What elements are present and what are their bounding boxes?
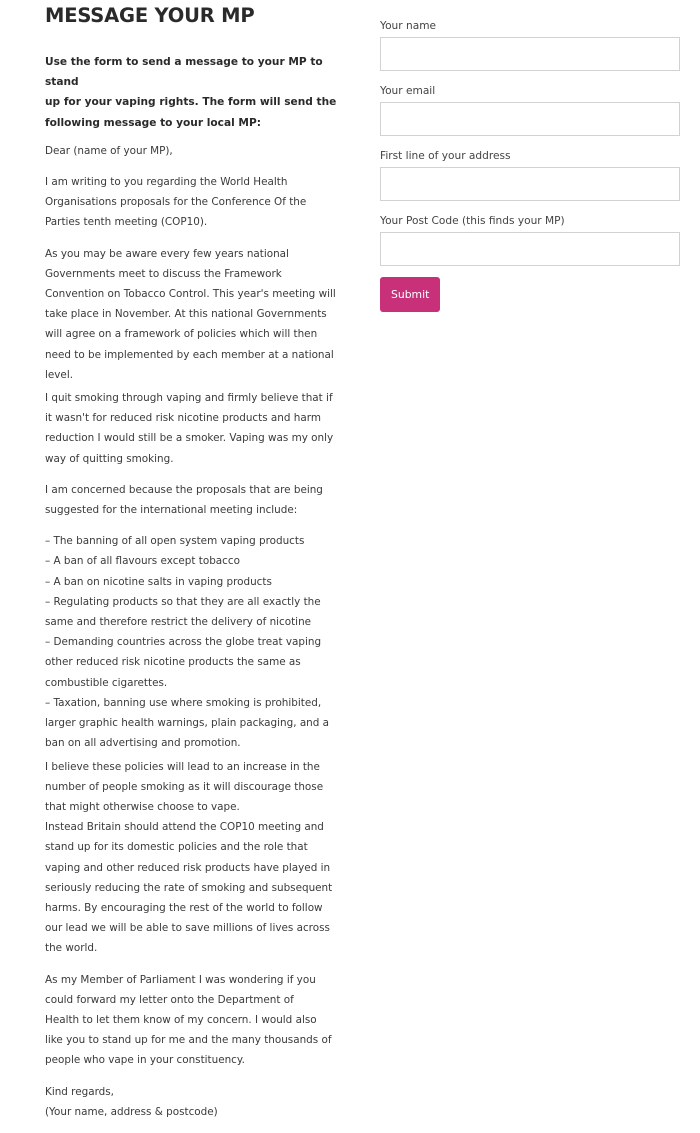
text-line: Kind regards,	[45, 1085, 114, 1098]
text-line: way of quitting smoking.	[45, 452, 174, 465]
name-input[interactable]	[380, 37, 680, 71]
text-line: Use the form to send a message to your MP to stand	[45, 56, 323, 89]
message-content	[45, 4, 350, 1133]
text-line: other reduced risk nicotine products the same as	[45, 656, 301, 669]
address-input[interactable]	[380, 167, 680, 201]
text-line: it wasn't for reduced risk nicotine products and harm	[45, 412, 321, 425]
text-line: – Demanding countries across the globe treat vaping	[45, 636, 322, 649]
text-line: – Taxation, banning use where smoking is prohibited,	[45, 696, 322, 709]
text-line: our lead we will be able to save millions of lives across	[45, 922, 330, 935]
letter-paragraph-5	[45, 757, 350, 959]
text-line: reduction I would still be a smoker. Vaping was my only	[45, 432, 334, 445]
letter-salutation	[45, 141, 350, 161]
text-line: will agree on a framework of policies which will then	[45, 328, 318, 341]
text-line: vaping and other reduced risk products have played in	[45, 861, 331, 874]
email-label: Your email	[380, 85, 436, 97]
text-line: level.	[45, 368, 74, 381]
letter-signoff	[45, 1082, 350, 1122]
text-line: combustible cigarettes.	[45, 676, 168, 689]
name-label: Your name	[380, 20, 437, 32]
letter-paragraph-1	[45, 172, 350, 233]
text-line: following message to your local MP:	[45, 116, 261, 129]
text-line: that might otherwise choose to vape.	[45, 800, 240, 813]
text-line: Organisations proposals for the Conference Of the	[45, 196, 307, 209]
text-line: As you may be aware every few years national	[45, 247, 289, 260]
text-line: number of people smoking as it will discourage those	[45, 780, 324, 793]
text-line: I am writing to you regarding the World Health	[45, 176, 288, 189]
letter-paragraph-2	[45, 244, 350, 385]
text-line: Governments meet to discuss the Framework	[45, 267, 282, 280]
text-line: take place in November. At this national Governments	[45, 308, 327, 321]
text-line: (Your name, address & postcode)	[45, 1105, 218, 1118]
intro-text	[45, 52, 350, 133]
text-line: stand up for its domestic policies and the role that	[45, 841, 308, 854]
letter-paragraph-3	[45, 388, 350, 469]
text-line: Health to let them know of my concern. I would also	[45, 1013, 317, 1026]
text-line: harms. By encouraging the rest of the world to follow	[45, 901, 323, 914]
text-line: like you to stand up for me and the many thousands of	[45, 1034, 332, 1047]
text-line: seriously reducing the rate of smoking and subsequent	[45, 881, 333, 894]
address-label: First line of your address	[380, 150, 511, 162]
text-line: need to be implemented by each member at a national	[45, 348, 334, 361]
email-input[interactable]	[380, 102, 680, 136]
text-line: larger graphic health warnings, plain packaging, and a	[45, 717, 330, 730]
message-mp-form	[380, 17, 680, 312]
text-line: Convention on Tobacco Control. This year's meeting will	[45, 288, 336, 301]
postcode-label: Your Post Code (this finds your MP)	[380, 215, 565, 227]
postcode-input[interactable]	[380, 232, 680, 266]
submit-button[interactable]: Submit	[380, 277, 440, 312]
text-line: I am concerned because the proposals that are being	[45, 483, 323, 496]
letter-paragraph-4	[45, 480, 350, 520]
text-line: up for your vaping rights. The form will send the	[45, 96, 337, 109]
text-line: people who vape in your constituency.	[45, 1054, 245, 1067]
text-line: the world.	[45, 942, 98, 955]
text-line: same and therefore restrict the delivery of nicotine	[45, 616, 312, 629]
text-line: – Regulating products so that they are all exactly the	[45, 595, 321, 608]
text-line: As my Member of Parliament I was wondering if you	[45, 973, 316, 986]
text-line: – A ban on nicotine salts in vaping products	[45, 575, 272, 588]
letter-proposals-list	[45, 531, 350, 753]
text-line: – The banning of all open system vaping products	[45, 535, 305, 548]
text-line: I believe these policies will lead to an increase in the	[45, 760, 320, 773]
page-title: MESSAGE YOUR MP	[45, 4, 255, 27]
text-line: – A ban of all flavours except tobacco	[45, 555, 240, 568]
text-line: ban on all advertising and promotion.	[45, 737, 241, 750]
text-line: Parties tenth meeting (COP10).	[45, 216, 208, 229]
letter-paragraph-6	[45, 970, 350, 1071]
text-line: suggested for the international meeting include:	[45, 504, 298, 517]
text-line: I quit smoking through vaping and firmly believe that if	[45, 392, 333, 405]
text-line: could forward my letter onto the Department of	[45, 993, 294, 1006]
text-line: Dear (name of your MP),	[45, 144, 173, 157]
text-line: Instead Britain should attend the COP10 meeting and	[45, 821, 324, 834]
